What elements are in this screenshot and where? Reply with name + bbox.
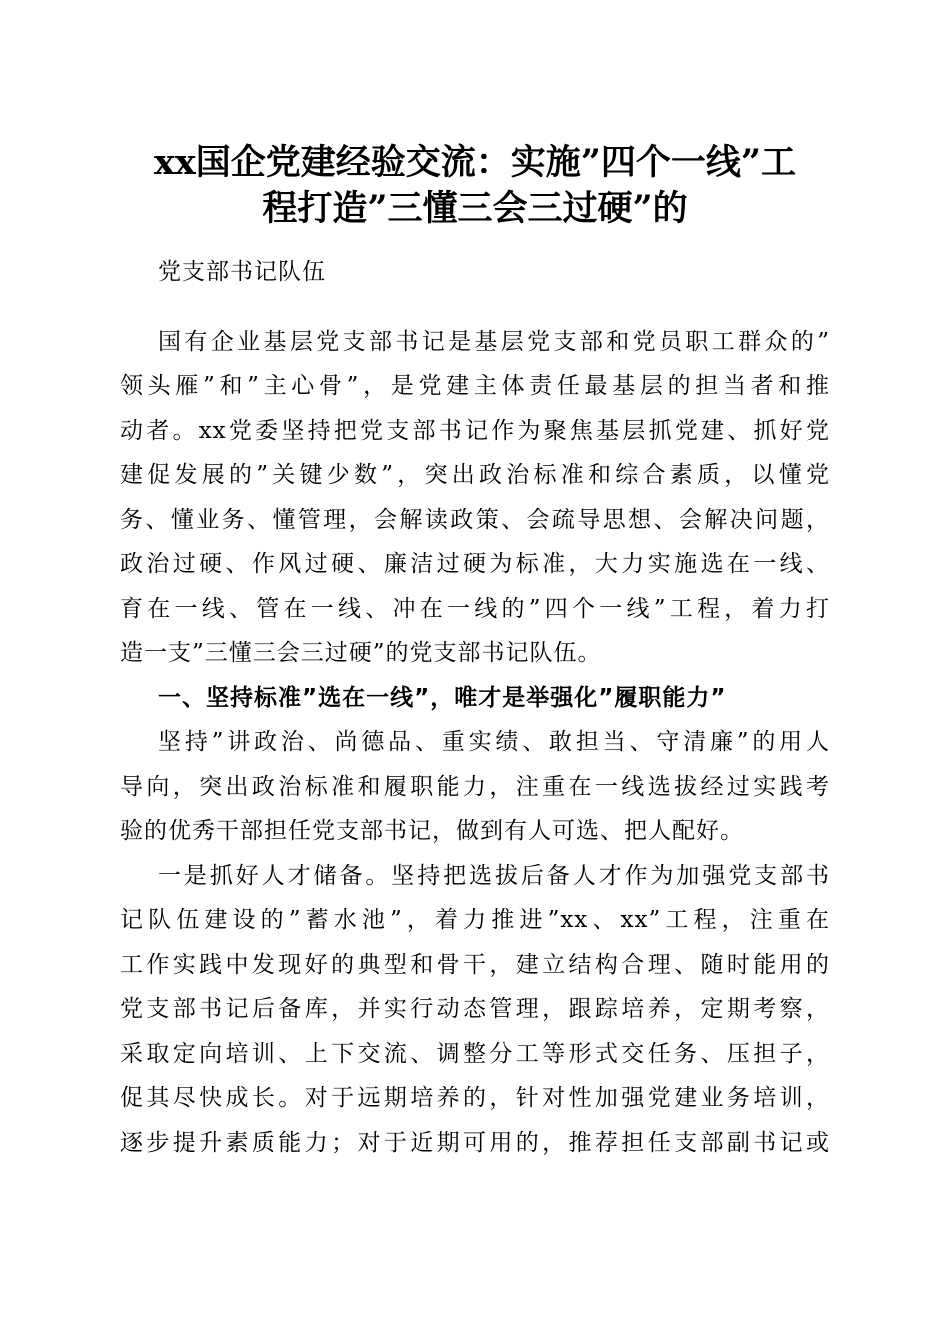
body-line: 促其尽快成长。对于远期培养的，针对性加强党建业务培训， — [120, 1085, 830, 1111]
body-line: 党支部书记队伍 — [158, 259, 326, 285]
body-line: 导向，突出政治标准和履职能力，注重在一线选拔经过实践考 — [120, 774, 830, 800]
document-title — [120, 140, 830, 232]
body-line: 验的优秀干部担任党支部书记，做到有人可选、把人配好。 — [120, 818, 744, 844]
body-line: 育在一线、管在一线、冲在一线的”四个一线”工程，着力打 — [120, 596, 830, 622]
body-line: 领头雁”和”主心骨”，是党建主体责任最基层的担当者和推 — [120, 373, 830, 399]
body-line: 务、懂业务、懂管理，会解读政策、会疏导思想、会解决问题， — [120, 507, 830, 533]
section-heading: 一、坚持标准”选在一线”，唯才是举强化”履职能力” — [158, 685, 727, 711]
body-line: 逐步提升素质能力；对于近期可用的，推荐担任支部副书记或 — [120, 1130, 830, 1156]
body-line: 造一支”三懂三会三过硬”的党支部书记队伍。 — [120, 640, 602, 666]
body-line: 国有企业基层党支部书记是基层党支部和党员职工群众的” — [158, 329, 830, 355]
body-line: 政治过硬、作风过硬、廉洁过硬为标准，大力实施选在一线、 — [120, 551, 830, 577]
body-line: 坚持”讲政治、尚德品、重实绩、敢担当、守清廉”的用人 — [158, 729, 830, 755]
body-line: 记队伍建设的”蓄水池”，着力推进”xx、xx”工程，注重在 — [120, 907, 830, 933]
body-line: 建促发展的”关键少数”，突出政治标准和综合素质，以懂党 — [120, 462, 830, 488]
body-line: 党支部书记后备库，并实行动态管理，跟踪培养，定期考察， — [120, 996, 830, 1022]
body-line: 采取定向培训、上下交流、调整分工等形式交任务、压担子， — [120, 1041, 830, 1067]
title-line-1: xx国企党建经验交流：实施”四个一线”工 — [154, 142, 796, 183]
body-line: 动者。xx党委坚持把党支部书记作为聚焦基层抓党建、抓好党 — [120, 418, 830, 444]
body-line: 工作实践中发现好的典型和骨干，建立结构合理、随时能用的 — [120, 952, 830, 978]
title-line-2: 程打造”三懂三会三过硬”的 — [262, 188, 688, 229]
body-line: 一是抓好人才储备。坚持把选拔后备人才作为加强党支部书 — [158, 863, 830, 889]
